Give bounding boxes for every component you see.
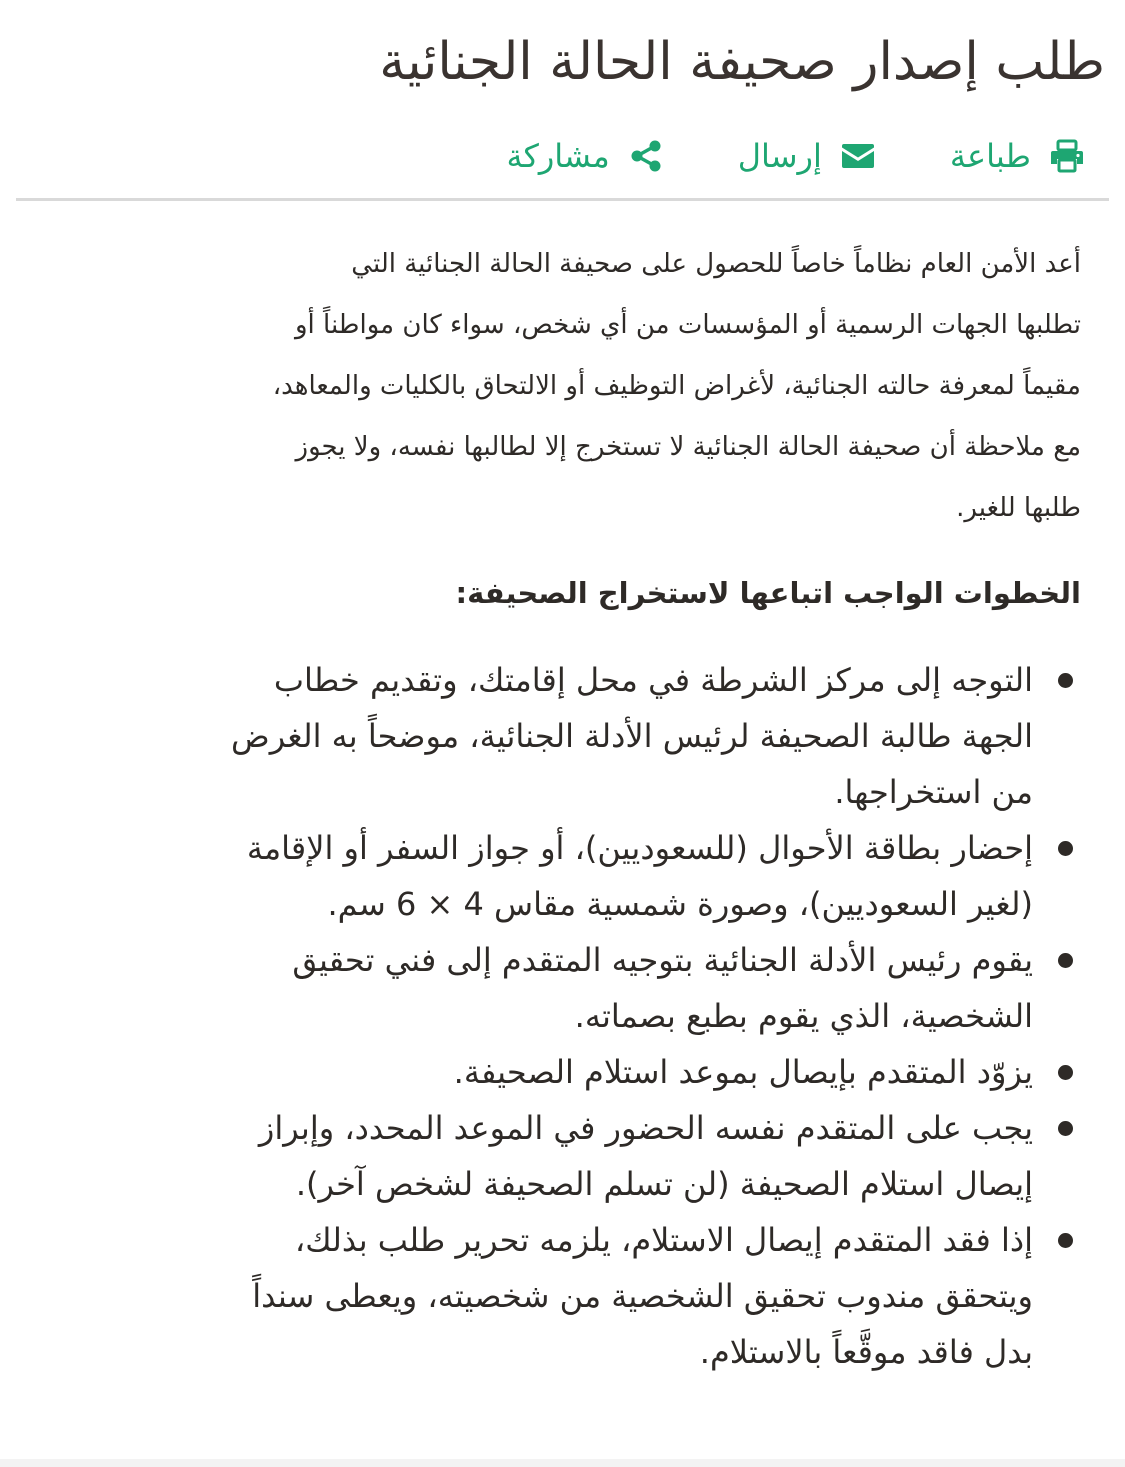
print-button[interactable] (950, 134, 1085, 178)
print-label: طباعة (949, 137, 1031, 175)
printer-icon (1049, 138, 1085, 174)
step-line: الشخصية، الذي يقوم بطبع بصماته. (574, 997, 1033, 1035)
page-title: طلب إصدار صحيفة الحالة الجنائية (379, 32, 1105, 92)
steps-heading: الخطوات الواجب اتباعها لاستخراج الصحيفة: (455, 576, 1081, 610)
intro-line: مع ملاحظة أن صحيفة الحالة الجنائية لا تستخرج إلا لطالبها نفسه، ولا يجوز (295, 432, 1081, 462)
step-line: يجب على المتقدم نفسه الحضور في الموعد المحدد، وإبراز (258, 1109, 1033, 1147)
list-item (65, 820, 1085, 932)
steps-list (65, 652, 1085, 1380)
intro-line: مقيماً لمعرفة حالته الجنائية، لأغراض التوظيف أو الالتحاق بالكليات والمعاهد، (272, 371, 1081, 401)
share-label: مشاركة (506, 137, 610, 175)
envelope-icon (840, 138, 876, 174)
list-item (65, 1044, 1085, 1100)
step-line: بدل فاقد موقَّعاً بالاستلام. (699, 1333, 1033, 1371)
bullet-icon (1058, 1121, 1073, 1136)
step-line: إحضار بطاقة الأحوال (للسعوديين)، أو جواز السفر أو الإقامة (246, 829, 1033, 867)
bullet-icon (1058, 1233, 1073, 1248)
step-line: إيصال استلام الصحيفة (لن تسلم الصحيفة لشخص آخر). (295, 1165, 1033, 1203)
share-icon (628, 138, 664, 174)
intro-paragraph (51, 234, 1081, 539)
bullet-icon (1058, 953, 1073, 968)
list-item (65, 652, 1085, 820)
intro-line: تطلبها الجهات الرسمية أو المؤسسات من أي شخص، سواء كان مواطناً أو (295, 310, 1081, 340)
bottom-edge (0, 1459, 1125, 1467)
send-button[interactable] (738, 134, 876, 178)
bullet-icon (1058, 673, 1073, 688)
step-line: يزوّد المتقدم بإيصال بموعد استلام الصحيفة. (453, 1053, 1033, 1091)
step-line: (لغير السعوديين)، وصورة شمسية مقاس 4 × 6 سم. (327, 885, 1033, 923)
share-button[interactable] (506, 134, 663, 178)
intro-line: أعد الأمن العام نظاماً خاصاً للحصول على صحيفة الحالة الجنائية التي (351, 249, 1081, 279)
bullet-icon (1058, 1065, 1073, 1080)
step-line: ويتحقق مندوب تحقيق الشخصية من شخصيته، ويعطى سنداً (252, 1277, 1033, 1315)
title-divider (16, 198, 1109, 201)
send-label: إرسال (737, 137, 822, 175)
step-line: يقوم رئيس الأدلة الجنائية بتوجيه المتقدم إلى فني تحقيق (292, 941, 1033, 979)
list-item (65, 932, 1085, 1044)
list-item (65, 1100, 1085, 1212)
article-actions-bar (40, 128, 1085, 184)
bullet-icon (1058, 841, 1073, 856)
step-line: إذا فقد المتقدم إيصال الاستلام، يلزمه تحرير طلب بذلك، (294, 1221, 1033, 1259)
step-line: الجهة طالبة الصحيفة لرئيس الأدلة الجنائية، موضحاً به الغرض (231, 717, 1033, 755)
step-line: من استخراجها. (834, 773, 1033, 811)
list-item (65, 1212, 1085, 1380)
intro-line: طلبها للغير. (956, 493, 1081, 523)
step-line: التوجه إلى مركز الشرطة في محل إقامتك، وتقديم خطاب (273, 661, 1033, 699)
